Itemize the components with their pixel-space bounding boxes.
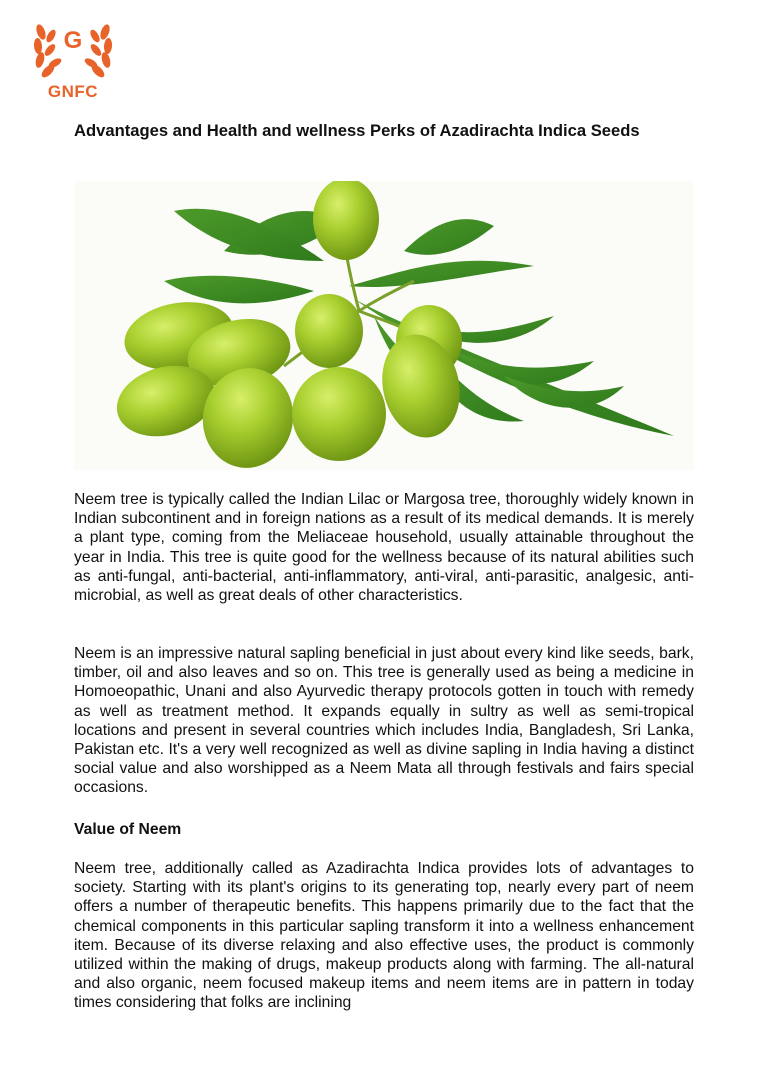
- paragraph-1: Neem tree is typically called the Indian Lilac or Margosa tree, thoroughly widely known in Indian subcontinent and in foreign nations as a result of its medical demands. It is merely a plant type, coming from the Meliaceae household, usually attainable throughout the year in India. This tree is quite good for the wellness because of its natural abilities such as anti-fungal, anti-bacterial, anti-inflammatory, anti-viral, anti-parasitic, analgesic, anti-microbial, as well as great deals of other characteristics.: [74, 491, 694, 605]
- paragraph-2: Neem is an impressive natural sapling beneficial in just about every kind like seeds, bark, timber, oil and also leaves and so on. This tree is generally used as being a medicine in Homoeopathic, Unani and also Ayurvedic therapy protocols gotten in touch with remedy as well as treatment method. It expands equally in sultry as well as semi-tropical locations and present in several countries which includes India, Bangladesh, Sri Lanka, Pakistan etc. It's a very well recognized as well as divine sapling in India having a distinct social value and also worshipped as a Neem Mata all through festivals and fairs special occasions.: [74, 645, 694, 797]
- logo-name: GNFC: [47, 82, 99, 101]
- article-title: Advantages and Health and wellness Perks of Azadirachta Indica Seeds: [74, 121, 640, 140]
- gnfc-logo: [31, 22, 115, 104]
- paragraph-3: Neem tree, additionally called as Azadirachta Indica provides lots of advantages to society. Starting with its plant's origins to its generating top, nearly every part of neem offers a number of therapeutic benefits. This happens primarily due to the fact that the chemical components in this particular sapling transform it into a wellness enhancement item. Because of its diverse relaxing and also effective uses, the product is commonly utilized within the making of drugs, makeup products along with farming. The all-natural and also organic, neem focused makeup items and neem items are in pattern in today times considering that folks are inclining: [74, 860, 694, 1012]
- laurel-emblem-icon: [31, 22, 115, 84]
- neem-seeds-photo: [74, 181, 694, 470]
- logo-letter: G: [63, 27, 83, 54]
- section-heading: Value of Neem: [74, 821, 182, 838]
